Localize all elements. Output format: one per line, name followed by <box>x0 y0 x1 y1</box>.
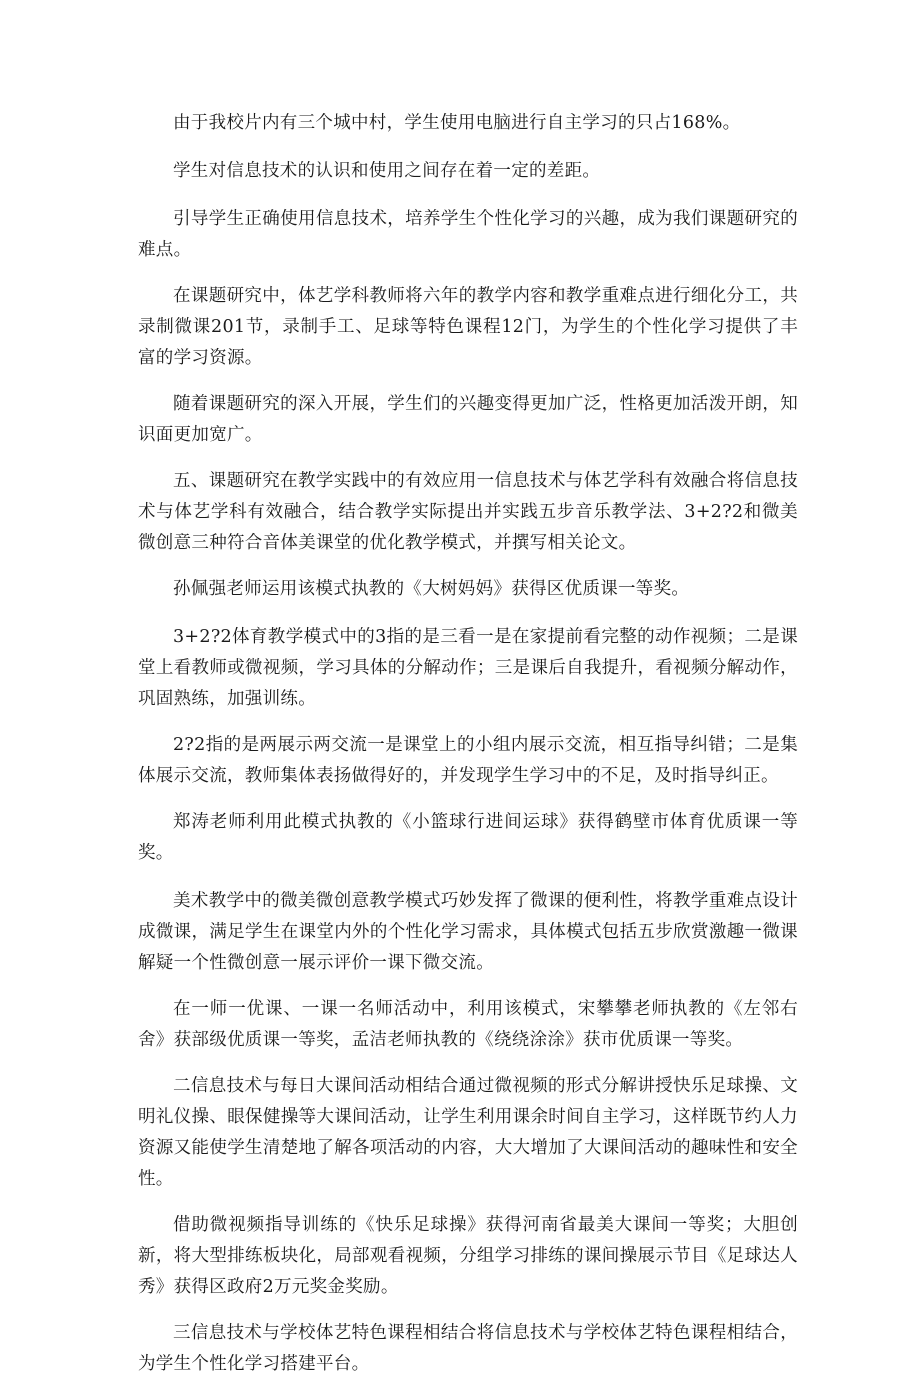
document-body <box>138 108 798 1395</box>
paragraph: 随着课题研究的深入开展，学生们的兴趣变得更加广泛，性格更加活泼开朗，知识面更加宽广。 <box>138 394 798 445</box>
paragraph: 美术教学中的微美微创意教学模式巧妙发挥了微课的便利性，将教学重难点设计成微课，满足学生在课堂内外的个性化学习需求，具体模式包括五步欣赏激趣一微课解疑一个性微创意一展示评价一课下微交流。 <box>138 891 798 973</box>
paragraph: 二信息技术与每日大课间活动相结合通过微视频的形式分解讲授快乐足球操、文明礼仪操、眼保健操等大课间活动，让学生利用课余时间自主学习，这样既节约人力资源又能使学生清楚地了解各项活动的内容，大大增加了大课间活动的趣味性和安全性。 <box>138 1076 798 1189</box>
paragraph: 3+2?2体育教学模式中的3指的是三看一是在家提前看完整的动作视频；二是课堂上看教师或微视频，学习具体的分解动作；三是课后自我提升，看视频分解动作，巩固熟练，加强训练。 <box>138 627 798 709</box>
paragraph: 2?2指的是两展示两交流一是课堂上的小组内展示交流，相互指导纠错；二是集体展示交流，教师集体表扬做得好的，并发现学生学习中的不足，及时指导纠正。 <box>138 735 798 786</box>
paragraph: 郑涛老师利用此模式执教的《小篮球行进间运球》获得鹤壁市体育优质课一等奖。 <box>138 812 798 863</box>
paragraph: 在一师一优课、一课一名师活动中，利用该模式，宋攀攀老师执教的《左邻右舍》获部级优质课一等奖，孟洁老师执教的《绕绕涂涂》获市优质课一等奖。 <box>138 999 798 1050</box>
paragraph: 借助微视频指导训练的《快乐足球操》获得河南省最美大课间一等奖；大胆创新，将大型排练板块化，局部观看视频，分组学习排练的课间操展示节目《足球达人秀》获得区政府2万元奖金奖励。 <box>138 1215 798 1297</box>
paragraph: 引导学生正确使用信息技术，培养学生个性化学习的兴趣，成为我们课题研究的难点。 <box>138 209 798 260</box>
paragraph: 孙佩强老师运用该模式执教的《大树妈妈》获得区优质课一等奖。 <box>173 579 690 599</box>
paragraph: 在课题研究中，体艺学科教师将六年的教学内容和教学重难点进行细化分工，共录制微课201节，录制手工、足球等特色课程12门，为学生的个性化学习提供了丰富的学习资源。 <box>138 286 798 368</box>
paragraph: 五、课题研究在教学实践中的有效应用一信息技术与体艺学科有效融合将信息技术与体艺学科有效融合，结合教学实际提出并实践五步音乐教学法、3+2?2和微美微创意三种符合音体美课堂的优化教学模式，并撰写相关论文。 <box>138 471 798 553</box>
paragraph: 学生对信息技术的认识和使用之间存在着一定的差距。 <box>173 161 601 181</box>
paragraph: 由于我校片内有三个城中村，学生使用电脑进行自主学习的只占168%。 <box>173 113 741 133</box>
paragraph: 三信息技术与学校体艺特色课程相结合将信息技术与学校体艺特色课程相结合，为学生个性化学习搭建平台。 <box>138 1323 798 1374</box>
